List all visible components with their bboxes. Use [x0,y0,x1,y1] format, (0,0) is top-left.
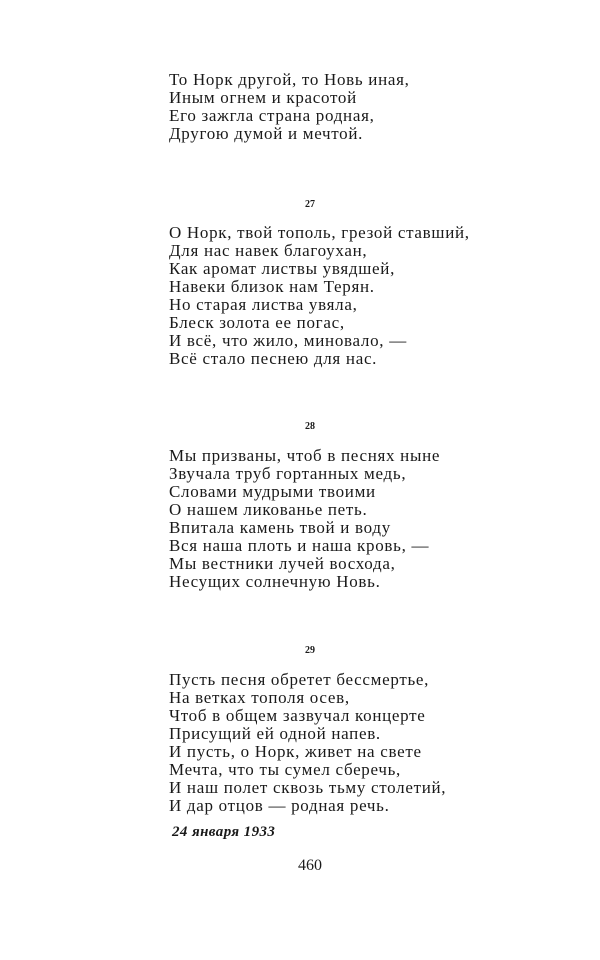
verse-line: И пусть, о Норк, живет на свете [169,742,422,761]
verse-line: На ветках тополя осев, [169,688,350,707]
verse-line: О Норк, твой тополь, грезой ставший, [169,223,470,242]
stanza-number: 28 [305,421,315,432]
verse-line: Мы призваны, чтоб в песнях ныне [169,446,441,465]
verse-line: Мы вестники лучей восхода, [169,554,396,573]
verse-line: Несущих солнечную Новь. [169,572,381,591]
verse-line: Словами мудрыми твоими [169,482,376,501]
verse-line: Всё стало песнею для нас. [169,349,378,368]
verse-line: Вся наша плоть и наша кровь, — [169,536,430,555]
verse-line: И дар отцов — родная речь. [169,796,390,815]
stanza-27 [169,224,470,368]
stanza-number: 27 [305,199,315,210]
verse-line: Чтоб в общем зазвучал концерте [169,706,426,725]
verse-line: Иным огнем и красотой [169,88,357,107]
stanza-29 [169,671,446,815]
verse-line: И наш полет сквозь тьму столетий, [169,778,447,797]
verse-line: Навеки близок нам Терян. [169,277,375,296]
verse-line: Но старая листва увяла, [169,295,358,314]
verse-line: Его зажгла страна родная, [169,106,375,125]
verse-line: Блеск золота ее погас, [169,313,345,332]
stanza-28 [169,447,440,591]
verse-line: О нашем ликованье петь. [169,500,368,519]
verse-line: Присущий ей одной напев. [169,724,381,743]
stanza-26-ending [169,71,410,143]
stanza-number: 29 [305,645,315,656]
verse-line: Пусть песня обретет бессмертье, [169,670,430,689]
verse-line: Звучала труб гортанных медь, [169,464,407,483]
verse-line: И всё, что жило, миновало, — [169,331,407,350]
page-number: 460 [298,857,322,874]
verse-line: Впитала камень твой и воду [169,518,391,537]
verse-line: Мечта, что ты сумел сберечь, [169,760,401,779]
poem-date: 24 января 1933 [172,824,276,840]
verse-line: То Норк другой, то Новь иная, [169,70,410,89]
verse-line: Для нас навек благоухан, [169,241,368,260]
verse-line: Как аромат листвы увядшей, [169,259,396,278]
verse-line: Другою думой и мечтой. [169,124,364,143]
